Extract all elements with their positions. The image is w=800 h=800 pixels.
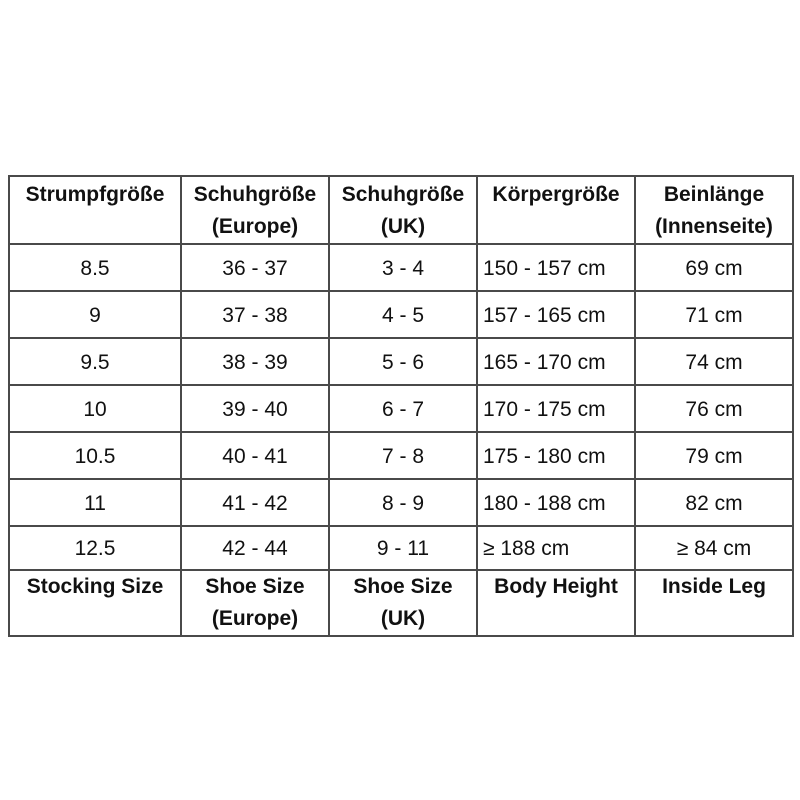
header-cell: Strumpfgröße [9,176,181,244]
table-cell: 6 - 7 [329,385,477,432]
table-row [9,432,793,479]
table-cell: 36 - 37 [181,244,329,291]
header-cell: Beinlänge (Innenseite) [635,176,793,244]
table-row [9,291,793,338]
table-cell: 175 - 180 cm [477,432,635,479]
header-cell: Schuhgröße (Europe) [181,176,329,244]
table-cell: 79 cm [635,432,793,479]
table-cell: 8 - 9 [329,479,477,526]
table-cell: 41 - 42 [181,479,329,526]
table-cell: 157 - 165 cm [477,291,635,338]
table-row [9,526,793,570]
table-cell: 9 - 11 [329,526,477,570]
table-cell: 74 cm [635,338,793,385]
table-cell: 12.5 [9,526,181,570]
table-cell: 40 - 41 [181,432,329,479]
table-cell: 82 cm [635,479,793,526]
table-cell: 170 - 175 cm [477,385,635,432]
table-row [9,385,793,432]
table-cell: 9 [9,291,181,338]
table-cell: ≥ 84 cm [635,526,793,570]
header-cell: Shoe Size (Europe) [181,570,329,636]
table-cell: 4 - 5 [329,291,477,338]
table-cell: 9.5 [9,338,181,385]
table-cell: 39 - 40 [181,385,329,432]
table-cell: 69 cm [635,244,793,291]
table-cell: 37 - 38 [181,291,329,338]
table-cell: 38 - 39 [181,338,329,385]
table-cell: 150 - 157 cm [477,244,635,291]
table-cell: 165 - 170 cm [477,338,635,385]
table-cell: 3 - 4 [329,244,477,291]
table-cell: 180 - 188 cm [477,479,635,526]
table-cell: 7 - 8 [329,432,477,479]
header-cell: Körpergröße [477,176,635,244]
header-cell: Shoe Size (UK) [329,570,477,636]
size-chart-table [8,175,794,637]
table-row [9,338,793,385]
table-cell: 11 [9,479,181,526]
table-cell: 10.5 [9,432,181,479]
table-row [9,479,793,526]
table-cell: ≥ 188 cm [477,526,635,570]
table-cell: 42 - 44 [181,526,329,570]
table-cell: 76 cm [635,385,793,432]
header-row-german [9,176,793,244]
size-chart-body [9,176,793,636]
header-row-english [9,570,793,636]
table-row [9,244,793,291]
header-cell: Stocking Size [9,570,181,636]
header-cell: Body Height [477,570,635,636]
header-cell: Schuhgröße (UK) [329,176,477,244]
table-cell: 71 cm [635,291,793,338]
table-cell: 10 [9,385,181,432]
header-cell: Inside Leg [635,570,793,636]
table-cell: 8.5 [9,244,181,291]
table-cell: 5 - 6 [329,338,477,385]
